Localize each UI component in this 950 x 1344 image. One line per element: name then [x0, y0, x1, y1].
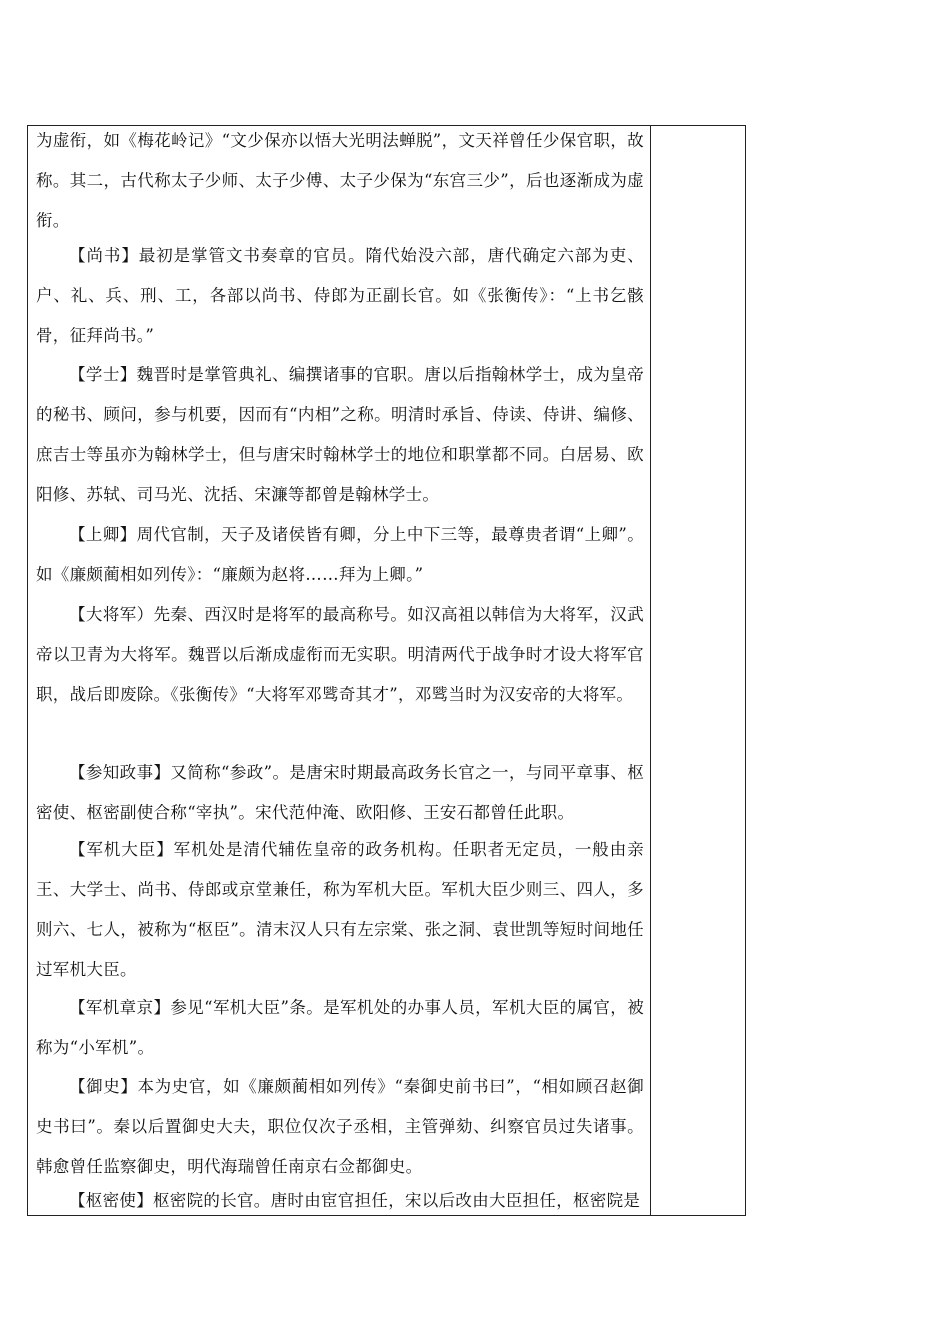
paragraph-yu-shi: 【御史】本为史官，如《廉颇蔺相如列传》“秦御史前书曰”，“相如顾召赵御史书曰”。秦以后置御史大夫，职位仅次子丞相，主管弹劾、纠察官员过失诸事。韩愈曾任监察御史，明代海瑞曾任南京右佥都御史。	[36, 1077, 644, 1176]
side-notes-cell	[651, 126, 745, 1215]
paragraph-shu-mi-shi: 【枢密使】枢密院的长官。唐时由宦官担任，宋以后改由大臣担任，枢密院是	[69, 1191, 641, 1210]
paragraph-jun-ji-zhang-jing: 【军机章京】参见“军机大臣”条。是军机处的办事人员，军机大臣的属官，被称为“小军机”。	[36, 998, 644, 1057]
content-cell	[28, 126, 651, 1215]
paragraph-shang-qing: 【上卿】周代官制，天子及诸侯皆有卿，分上中下三等，最尊贵者谓“上卿”。如《廉颇蔺相如列传》：“廉颇为赵将……拜为上卿。”	[36, 525, 644, 584]
paragraph-can-zhi-zheng-shi: 【参知政事】又简称“参政”。是唐宋时期最高政务长官之一，与同平章事、枢密使、枢密副使合称“宰执”。宋代范仲淹、欧阳修、王安石都曾任此职。	[36, 763, 644, 822]
paragraph-xue-shi: 【学士】魏晋时是掌管典礼、编撰诸事的官职。唐以后指翰林学士，成为皇帝的秘书、顾问，参与机要，因而有“内相”之称。明清时承旨、侍读、侍讲、编修、庶吉士等虽亦为翰林学士，但与唐宋时翰林学士的地位和职掌都不同。白居易、欧阳修、苏轼、司马光、沈括、宋濂等都曾是翰林学士。	[36, 365, 644, 504]
paragraph-xu-xian: 为虚衔，如《梅花岭记》“文少保亦以悟大光明法蝉脱”，文天祥曾任少保官职，故称。其二，古代称太子少师、太子少傅、太子少保为“东宫三少”，后也逐渐成为虚衔。	[36, 131, 644, 230]
paragraph-shang-shu: 【尚书】最初是掌管文书奏章的官员。隋代始没六部，唐代确定六部为吏、户、礼、兵、刑、工，各部以尚书、侍郎为正副长官。如《张衡传》：“上书乞骸骨，征拜尚书。”	[36, 246, 644, 345]
paragraph-jun-ji-da-chen: 【军机大臣】军机处是清代辅佐皇帝的政务机构。任职者无定员，一般由亲王、大学士、尚书、侍郎或京堂兼任，称为军机大臣。军机大臣少则三、四人，多则六、七人，被称为“枢臣”。清末汉人只有左宗棠、张之洞、袁世凯等短时间地任过军机大臣。	[36, 840, 644, 979]
paragraph-da-jiang-jun: 【大将军）先秦、西汉时是将军的最高称号。如汉高祖以韩信为大将军，汉武帝以卫青为大将军。魏晋以后渐成虚衔而无实职。明清两代于战争时才设大将军官职，战后即废除。《张衡传》“大将军邓骘奇其才”，邓骘当时为汉安帝的大将军。	[36, 605, 644, 704]
document-table	[27, 125, 746, 1216]
